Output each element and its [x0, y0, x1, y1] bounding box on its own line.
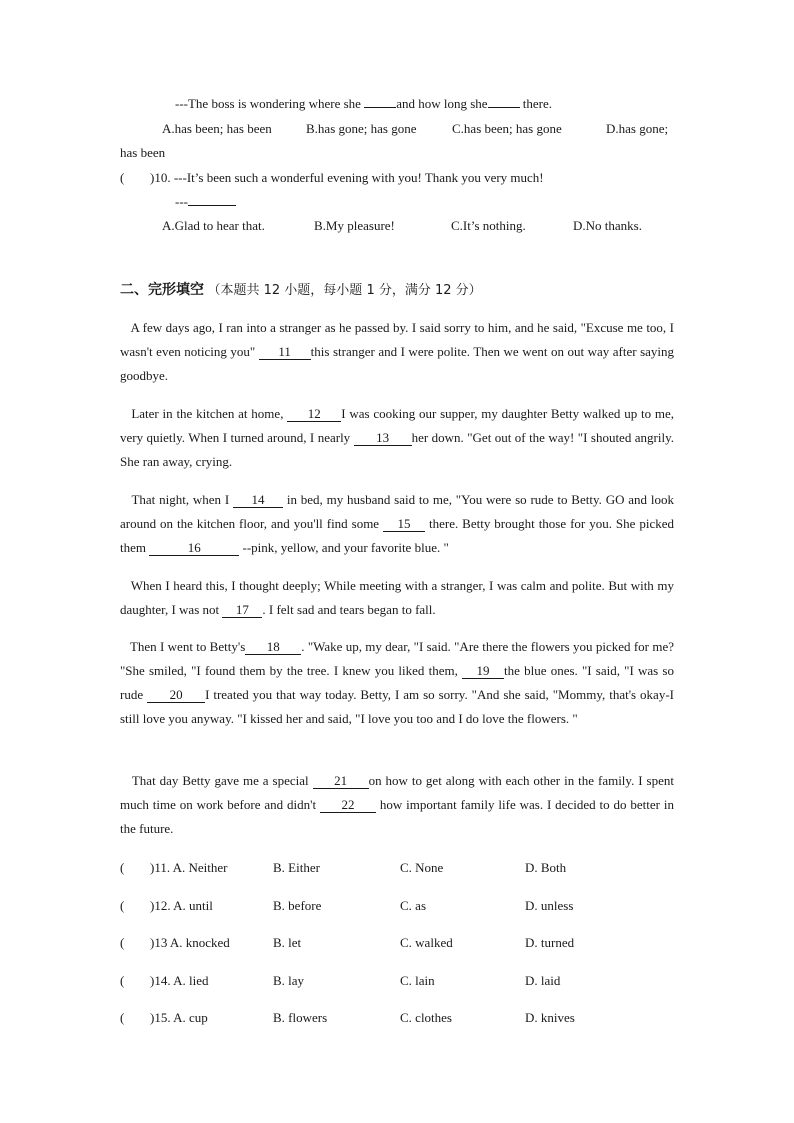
question-15-option-c: C. clothes	[400, 1010, 452, 1025]
question-14-option-d: D. laid	[525, 973, 561, 988]
q9-blank-a[interactable]	[364, 107, 396, 108]
q10-stem: ( )10. ---It’s been such a wonderful evening with you! Thank you very much!	[120, 170, 544, 185]
section-title: 二、完形填空	[120, 282, 204, 298]
question-13-option-b: B. let	[273, 935, 302, 950]
q9-option-d: D.has gone;	[606, 121, 669, 136]
question-11-option-c: C. None	[400, 860, 444, 875]
question-15: ( )15. A. cup	[120, 1010, 208, 1025]
q9-stem: ---The boss is wondering where she and how long she there.	[175, 96, 553, 111]
passage-paragraph-5: Then I went to Betty's 18 . "Wake up, my dear, "I said. "Are there the flowers you picked for me? "She smiled, "I found them by the tree. I knew you liked them, 19 the blue ones. "I said, "I was so rude 20 I treated you that way today. Betty, I am so sorry. "And she said, "Mommy, that's okay-I still love you anyway. "I kissed her and said, "I love you too and I do love the flowers. "	[120, 639, 674, 726]
question-12: ( )12. A. until	[120, 898, 213, 913]
blank-20[interactable]: 20	[147, 688, 205, 703]
blank-13[interactable]: 13	[354, 431, 412, 446]
blank-11[interactable]: 11	[259, 345, 311, 360]
blank-19[interactable]: 19	[462, 664, 504, 679]
q10-option-d: D.No thanks.	[573, 218, 642, 233]
blank-21[interactable]: 21	[313, 774, 369, 789]
answer-slot-15[interactable]: (	[120, 1010, 125, 1025]
blank-18[interactable]: 18	[245, 640, 301, 655]
blank-14[interactable]: 14	[233, 493, 283, 508]
passage-paragraph-3: That night, when I 14 in bed, my husband said to me, "You were so rude to Betty. GO and look around on the kitchen floor, and you'll find some 15 there. Betty brought those for you. She picked them 16 --pink, yellow, and your favorite blue. "	[120, 492, 675, 555]
q9-option-d-wrap: has been	[120, 145, 166, 160]
question-12-option-d: D. unless	[525, 898, 574, 913]
question-11: ( )11. A. Neither	[120, 860, 228, 875]
blank-15[interactable]: 15	[383, 517, 425, 532]
section-heading	[120, 279, 482, 299]
passage-paragraph-2: Later in the kitchen at home, 12 I was cooking our supper, my daughter Betty walked up to me, very quietly. When I turned around, I nearly 13 her down. "Get out of the way! "I shouted angrily. She ran away, crying.	[120, 406, 675, 469]
question-13-option-c: C. walked	[400, 935, 453, 950]
question-11-option-b: B. Either	[273, 860, 320, 875]
question-12-option-b: B. before	[273, 898, 322, 913]
section-note: （本题共 12 小题，每小题 1 分，满分 12 分）	[207, 283, 482, 298]
blank-17[interactable]: 17	[222, 603, 262, 618]
q10-answer-close[interactable]: )	[150, 170, 155, 185]
q9-option-c: C.has been; has gone	[452, 121, 562, 136]
answer-slot-12[interactable]: (	[120, 898, 125, 913]
question-15-option-d: D. knives	[525, 1010, 575, 1025]
question-15-option-b: B. flowers	[273, 1010, 328, 1025]
passage-paragraph-4: When I heard this, I thought deeply; While meeting with a stranger, I was calm and polite. But with my daughter, I was not 17 . I felt sad and tears began to fall.	[120, 578, 674, 617]
question-13-option-d: D. turned	[525, 935, 575, 950]
q10-option-b: B.My pleasure!	[314, 218, 395, 233]
q10-option-c: C.It’s nothing.	[451, 218, 526, 233]
answer-slot-13[interactable]: (	[120, 935, 125, 950]
q9-option-b: B.has gone; has gone	[306, 121, 417, 136]
passage-paragraph-1: A few days ago, I ran into a stranger as he passed by. I said sorry to him, and he said, "Excuse me too, I wasn't even noticing you" 11 this stranger and I were polite. Then we went on out way after saying goodbye.	[120, 320, 675, 383]
blank-16[interactable]: 16	[149, 541, 239, 556]
blank-22[interactable]: 22	[320, 798, 376, 813]
q10-option-a: A.Glad to hear that.	[162, 218, 265, 233]
answer-slot-11[interactable]: (	[120, 860, 125, 875]
q9-blank-b[interactable]	[488, 107, 520, 108]
question-11-option-d: D. Both	[525, 860, 567, 875]
question-13: ( )13 A. knocked	[120, 935, 230, 950]
passage-paragraph-6: That day Betty gave me a special 21 on how to get along with each other in the family. I spent much time on work before and didn't 22 how important family life was. I decided to do better in the future.	[120, 773, 674, 836]
question-12-option-c: C. as	[400, 898, 426, 913]
question-14-option-c: C. lain	[400, 973, 435, 988]
question-14-option-b: B. lay	[273, 973, 305, 988]
q10-reply: ---	[175, 194, 236, 210]
q9-option-a: A.has been; has been	[162, 121, 272, 136]
q10-blank[interactable]	[188, 205, 236, 206]
blank-12[interactable]: 12	[287, 407, 341, 422]
question-14: ( )14. A. lied	[120, 973, 209, 988]
answer-slot-14[interactable]: (	[120, 973, 125, 988]
